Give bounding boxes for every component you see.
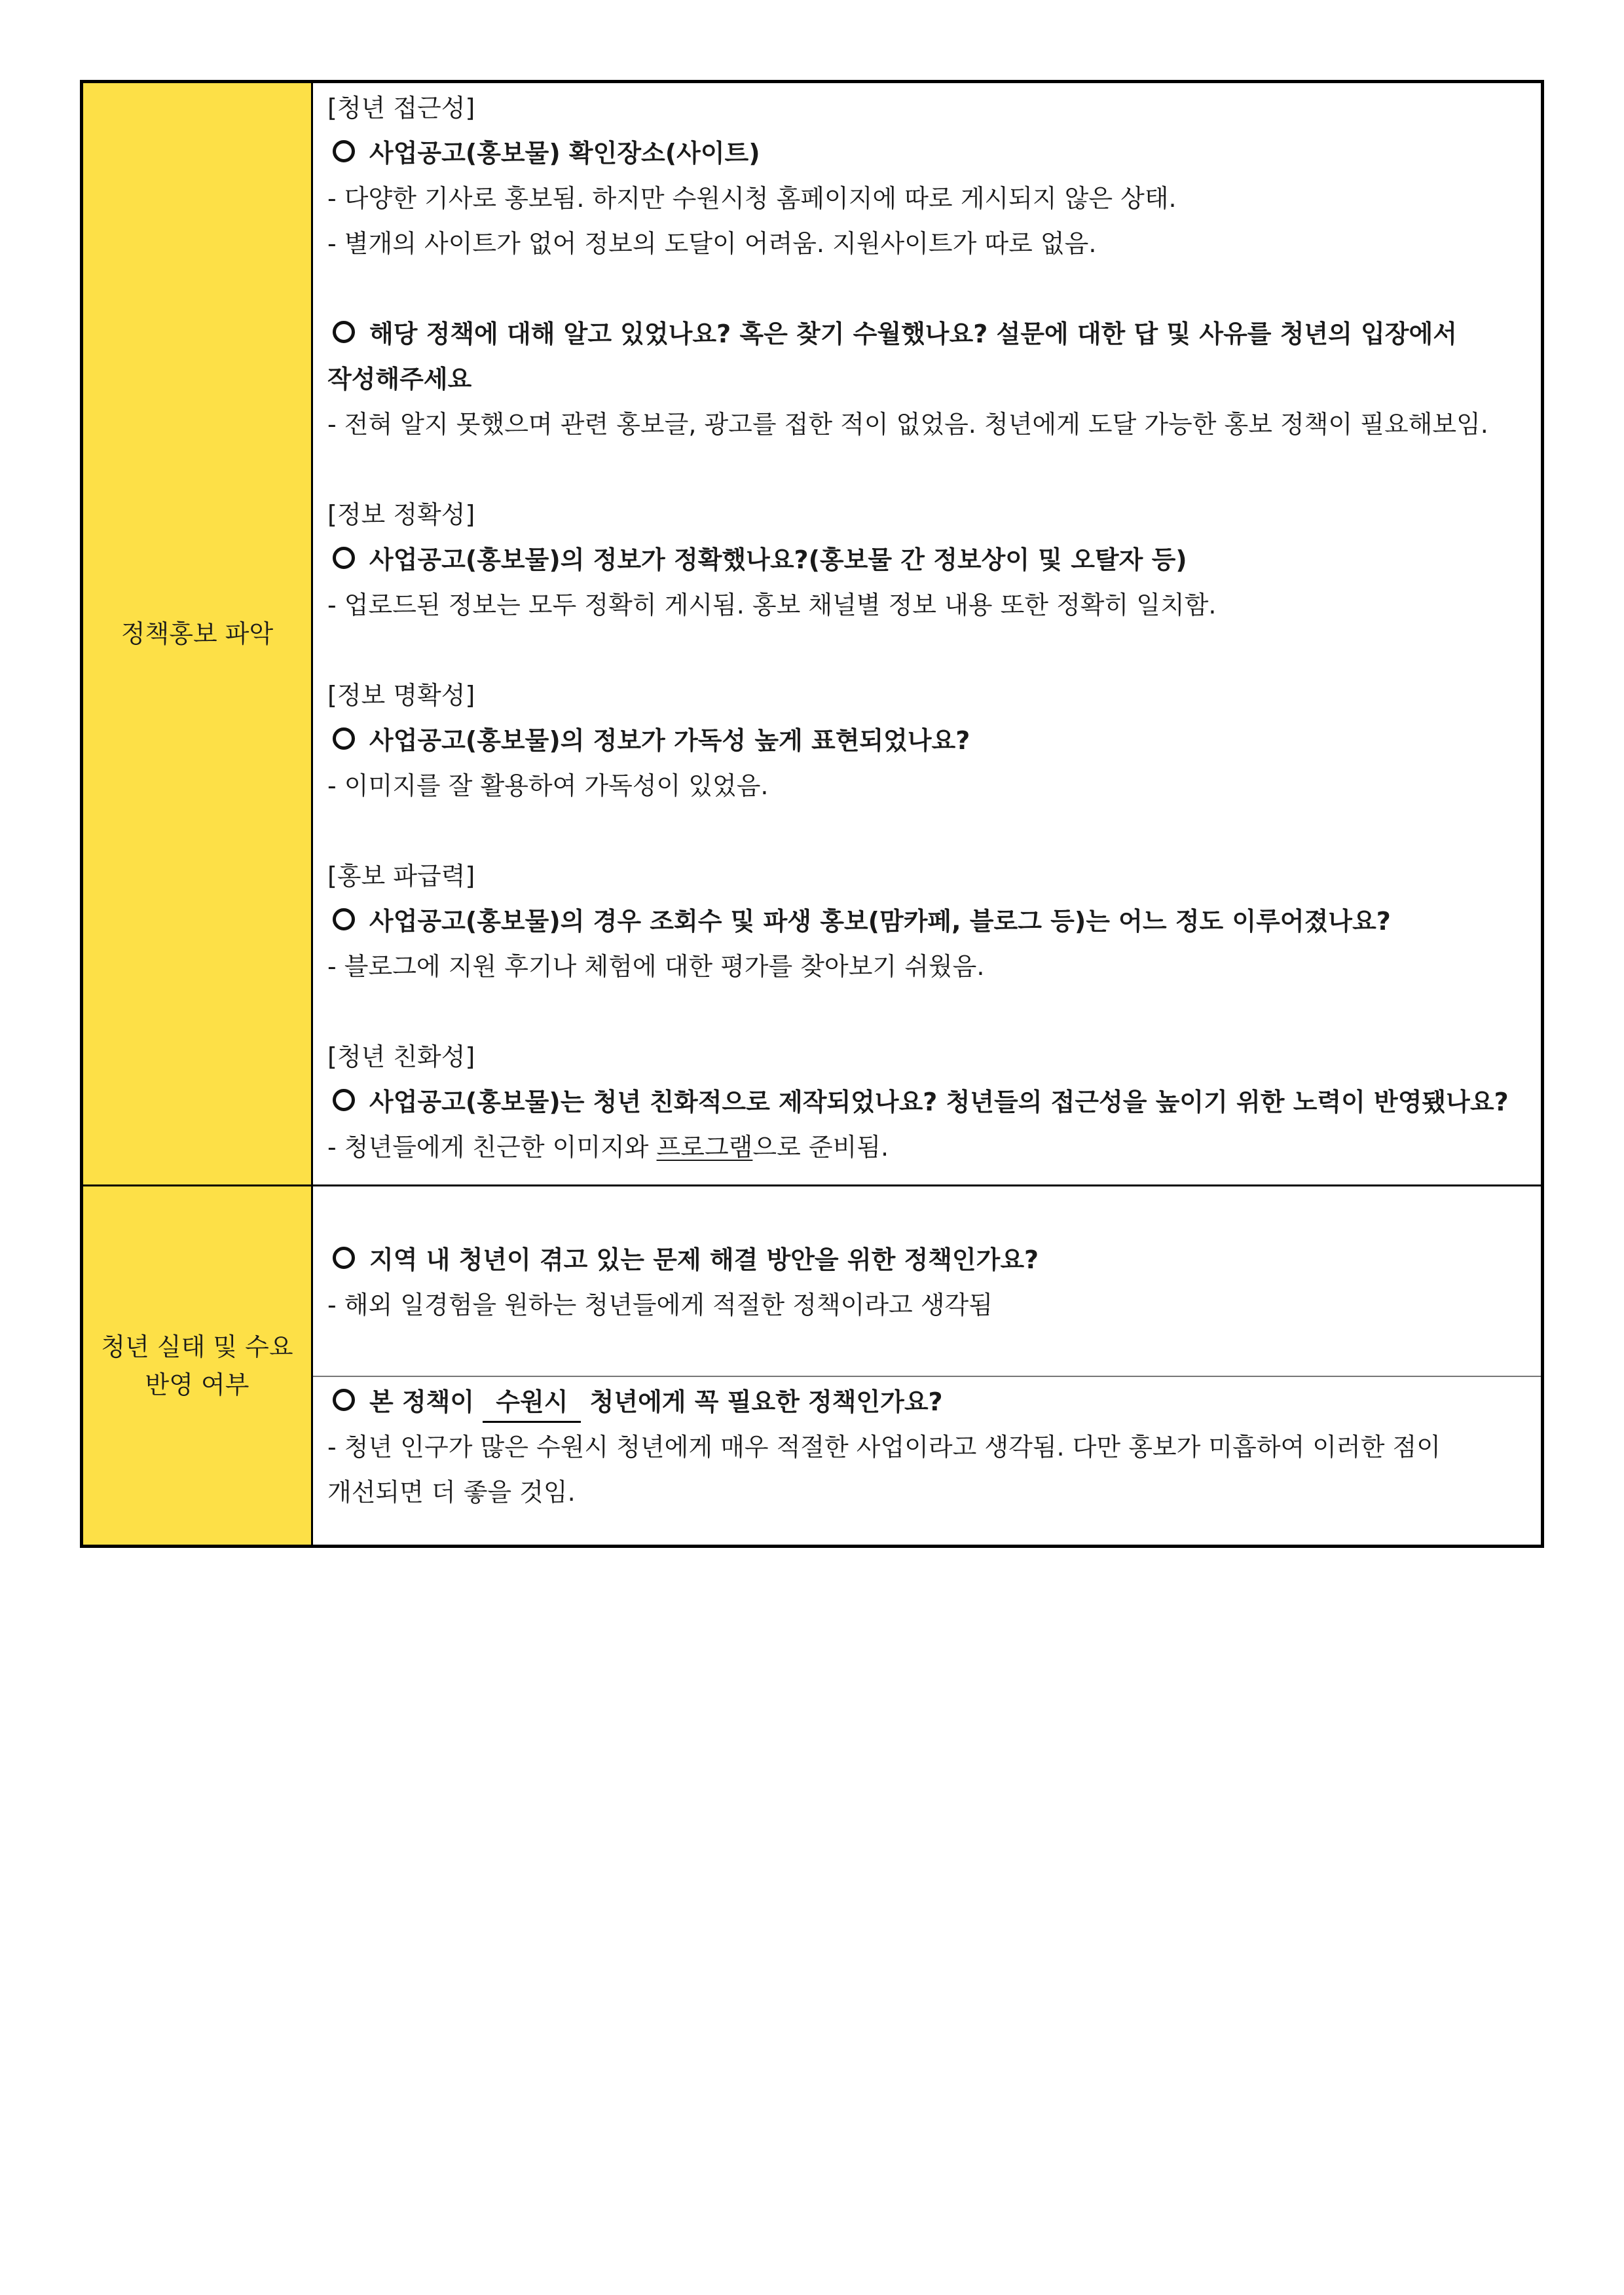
- circle-bullet-icon: [333, 547, 355, 569]
- answer-text: - 다양한 기사로 홍보됨. 하지만 수원시청 홈페이지에 따로 게시되지 않은 상태.: [327, 184, 1177, 213]
- criterion-question: 사업공고(홍보물) 확인장소(사이트): [327, 131, 1528, 176]
- section-label-line: 반영 여부: [145, 1370, 249, 1399]
- answer-text: - 별개의 사이트가 없어 정보의 도달이 어려움. 지원사이트가 따로 없음.: [327, 229, 1097, 258]
- evaluation-table: [80, 80, 1544, 1548]
- section-content-cell: [312, 82, 1543, 1186]
- circle-bullet-icon: [333, 321, 355, 343]
- section-row-policy-promotion: [82, 82, 1543, 1186]
- criterion-question: 사업공고(홍보물)의 정보가 가독성 높게 표현되었나요?: [327, 718, 1528, 763]
- criterion-heading: [정보 정확성]: [327, 500, 475, 529]
- criterion-heading: [청년 접근성]: [327, 94, 475, 122]
- criterion-question: 사업공고(홍보물)는 청년 친화적으로 제작되었나요? 청년들의 접근성을 높이기 위한 노력이 반영됐나요?: [327, 1080, 1528, 1125]
- underlined-word: 프로그램: [656, 1133, 753, 1162]
- criterion-question: 해당 정책에 대해 알고 있었나요? 혹은 찾기 수월했나요? 설문에 대한 답 및 사유를 청년의 입장에서: [327, 312, 1528, 357]
- filled-blank: 수원시: [483, 1383, 581, 1423]
- answer-text: - 업로드된 정보는 모두 정확히 게시됨. 홍보 채널별 정보 내용 또한 정확히 일치함.: [327, 591, 1217, 619]
- criterion-question-continued: 작성해주세요: [327, 365, 472, 394]
- section-label: 정책홍보 파악: [120, 619, 274, 648]
- section-label-cell: [82, 1186, 312, 1547]
- circle-bullet-icon: [333, 1089, 355, 1111]
- circle-bullet-icon: [333, 1389, 355, 1411]
- criterion-question: 지역 내 청년이 겪고 있는 문제 해결 방안을 위한 정책인가요?: [327, 1238, 1528, 1283]
- circle-bullet-icon: [333, 908, 355, 930]
- section-content-cell: [312, 1376, 1543, 1547]
- answer-text: 개선되면 더 좋을 것임.: [327, 1478, 576, 1507]
- circle-bullet-icon: [333, 1247, 355, 1269]
- circle-bullet-icon: [333, 727, 355, 750]
- answer-text: - 블로그에 지원 후기나 체험에 대한 평가를 찾아보기 쉬웠음.: [327, 952, 985, 981]
- criterion-heading: [홍보 파급력]: [327, 862, 475, 890]
- section-content-cell: [312, 1186, 1543, 1377]
- criterion-question: 본 정책이 수원시 청년에게 꼭 필요한 정책인가요?: [327, 1380, 1528, 1425]
- answer-text: - 해외 일경험을 원하는 청년들에게 적절한 정책이라고 생각됨: [327, 1291, 993, 1319]
- answer-text: - 전혀 알지 못했으며 관련 홍보글, 광고를 접한 적이 없었음. 청년에게 도달 가능한 홍보 정책이 필요해보임.: [327, 410, 1488, 439]
- criterion-question: 사업공고(홍보물)의 정보가 정확했나요?(홍보물 간 정보상이 및 오탈자 등): [327, 538, 1528, 583]
- answer-text: - 이미지를 잘 활용하여 가독성이 있었음.: [327, 771, 769, 800]
- answer-text: - 청년들에게 친근한 이미지와 프로그램으로 준비됨.: [327, 1133, 889, 1162]
- criterion-question: 사업공고(홍보물)의 경우 조회수 및 파생 홍보(맘카페, 블로그 등)는 어느 정도 이루어졌나요?: [327, 899, 1528, 944]
- criterion-heading: [청년 친화성]: [327, 1042, 475, 1071]
- answer-text: - 청년 인구가 많은 수원시 청년에게 매우 적절한 사업이라고 생각됨. 다만 홍보가 미흡하여 이러한 점이: [327, 1433, 1441, 1461]
- circle-bullet-icon: [333, 140, 355, 162]
- section-label-cell: [82, 82, 312, 1186]
- section-label-line: 청년 실태 및 수요: [101, 1332, 293, 1361]
- section-row-youth-needs: [82, 1186, 1543, 1377]
- criterion-heading: [정보 명확성]: [327, 681, 475, 710]
